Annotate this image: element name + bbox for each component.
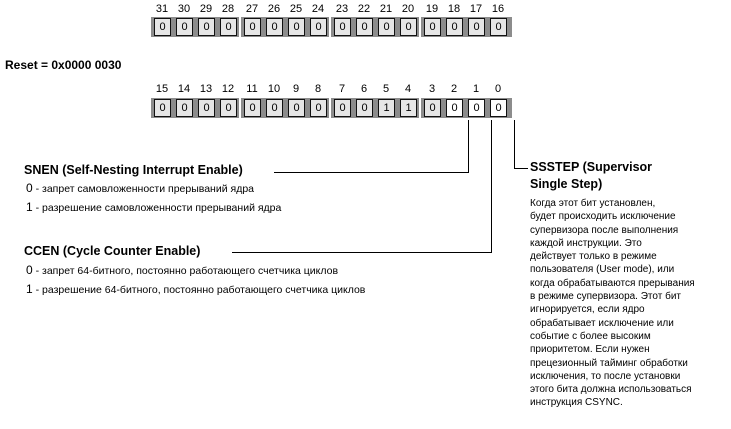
- high-bit-number: 28: [221, 3, 235, 15]
- high-bit-value: 0: [310, 18, 327, 36]
- low-bit-value: 0: [424, 99, 441, 117]
- low-bit-cell: [307, 98, 329, 118]
- ssstep-description-line: исключения, то после установки: [530, 370, 681, 382]
- ccen-title: CCEN (Cycle Counter Enable): [24, 244, 201, 258]
- register-low-bits: [0, 0, 731, 130]
- low-bit-cell: [195, 98, 217, 118]
- low-bit-value: 0: [468, 99, 485, 117]
- high-bit-value: 0: [154, 18, 171, 36]
- low-bit-value: 0: [198, 99, 215, 117]
- high-bit-number: 29: [199, 3, 213, 15]
- low-bit-value: 0: [288, 99, 305, 117]
- low-bit-value: 0: [244, 99, 261, 117]
- low-bit-cell: [151, 98, 173, 118]
- low-bit-value: 0: [266, 99, 283, 117]
- low-bit-number: 9: [292, 83, 300, 95]
- ccen-option-1: [26, 282, 365, 296]
- ssstep-leader-vertical: [514, 120, 515, 169]
- low-bit-value: 1: [400, 99, 417, 117]
- high-bit-number: 30: [177, 3, 191, 15]
- low-bit-number: 0: [494, 83, 502, 95]
- ccen-option-0-text: - запрет 64-битного, постоянно работающего счетчика циклов: [32, 265, 339, 277]
- snen-leader-vertical: [468, 120, 469, 173]
- low-bit-cell: [465, 98, 487, 118]
- low-bit-cell: [397, 98, 419, 118]
- ccen-leader-vertical: [491, 120, 492, 253]
- ssstep-description-line: игнорируется, если ядро: [530, 304, 645, 316]
- low-bit-value: 0: [220, 99, 237, 117]
- low-bit-number: 3: [428, 83, 436, 95]
- high-bit-value: 0: [198, 18, 215, 36]
- high-bit-value: 0: [468, 18, 485, 36]
- high-bit-number: 21: [379, 3, 393, 15]
- high-bit-number: 31: [155, 3, 169, 15]
- low-register-end: [509, 98, 512, 118]
- high-bit-value: 0: [334, 18, 351, 36]
- low-bit-cell: [241, 98, 263, 118]
- low-bit-number: 2: [450, 83, 458, 95]
- low-bit-value: 1: [378, 99, 395, 117]
- high-bit-number: 17: [469, 3, 483, 15]
- high-bit-value: 0: [424, 18, 441, 36]
- ccen-leader-horizontal: [232, 252, 492, 253]
- low-bit-cell: [263, 98, 285, 118]
- low-bit-cell: [173, 98, 195, 118]
- high-bit-number: 22: [357, 3, 371, 15]
- snen-option-1: [26, 200, 281, 214]
- high-bit-value: 0: [176, 18, 193, 36]
- ssstep-title-line-1: SSSTEP (Supervisor: [530, 160, 653, 174]
- high-bit-number: 18: [447, 3, 461, 15]
- low-bit-cell: [421, 98, 443, 118]
- low-bit-number: 5: [382, 83, 390, 95]
- high-bit-number: 27: [245, 3, 259, 15]
- high-bit-number: 25: [289, 3, 303, 15]
- low-bit-number: 6: [360, 83, 368, 95]
- ssstep-description-line: в режиме супервизора. Этот бит: [530, 291, 681, 303]
- high-bit-number: 19: [425, 3, 439, 15]
- low-bit-number: 7: [338, 83, 346, 95]
- reset-value-label: Reset = 0x0000 0030: [5, 58, 122, 72]
- low-bit-cell: [443, 98, 465, 118]
- low-bit-value: 0: [154, 99, 171, 117]
- low-bit-number: 1: [472, 83, 480, 95]
- low-bit-cell: [331, 98, 353, 118]
- snen-option-0-value: 0: [26, 181, 33, 195]
- low-bit-cell: [217, 98, 239, 118]
- low-bit-number: 4: [404, 83, 412, 95]
- ssstep-description-line: прецезионный тайминг обработки: [530, 357, 688, 369]
- high-bit-number: 26: [267, 3, 281, 15]
- high-bit-value: 0: [446, 18, 463, 36]
- low-bit-number: 15: [155, 83, 169, 95]
- high-bit-number: 16: [491, 3, 505, 15]
- high-bit-value: 0: [220, 18, 237, 36]
- high-bit-number: 23: [335, 3, 349, 15]
- snen-option-0-text: - запрет самовложенности прерываний ядра: [32, 183, 254, 195]
- ssstep-description: [530, 197, 730, 410]
- snen-option-0: [26, 181, 254, 195]
- low-bit-value: 0: [356, 99, 373, 117]
- snen-title: SNEN (Self-Nesting Interrupt Enable): [24, 163, 243, 177]
- low-bit-value: 0: [176, 99, 193, 117]
- ssstep-title-line-2: Single Step): [530, 177, 603, 191]
- ccen-option-0: [26, 263, 338, 277]
- ssstep-description-line: когда обрабатываются прерывания: [530, 277, 695, 289]
- ssstep-description-line: приоритетом. Если нужен: [530, 344, 650, 356]
- low-bit-value: 0: [446, 99, 463, 117]
- ccen-option-1-text: - разрешение 64-битного, постоянно работающего счетчика циклов: [32, 284, 366, 296]
- snen-option-1-value: 1: [26, 200, 33, 214]
- ssstep-description-line: событие с более высоким: [530, 330, 651, 342]
- ssstep-description-line: инструкция CSYNC.: [530, 397, 623, 409]
- low-bit-number: 14: [177, 83, 191, 95]
- ssstep-description-line: супервизора после выполнения: [530, 224, 679, 236]
- high-bit-value: 0: [378, 18, 395, 36]
- ssstep-description-line: каждой инструкции. Это: [530, 237, 642, 249]
- low-bit-cell: [487, 98, 509, 118]
- ssstep-description-line: этого бита должна использоваться: [530, 384, 692, 396]
- snen-option-1-text: - разрешение самовложенности прерываний ядра: [32, 202, 282, 214]
- ssstep-description-line: Когда этот бит установлен,: [530, 198, 656, 209]
- snen-leader-horizontal: [274, 172, 469, 173]
- ssstep-leader-horizontal: [514, 168, 528, 169]
- high-bit-value: 0: [244, 18, 261, 36]
- low-bit-cell: [285, 98, 307, 118]
- low-bit-cell: [375, 98, 397, 118]
- low-bit-value: 0: [490, 99, 507, 117]
- high-bit-value: 0: [356, 18, 373, 36]
- low-bit-cell: [353, 98, 375, 118]
- ssstep-description-line: будет происходить исключение: [530, 211, 676, 223]
- low-bit-number: 12: [221, 83, 235, 95]
- ssstep-description-line: обрабатывает исключение или: [530, 317, 674, 329]
- low-bit-number: 11: [246, 83, 258, 95]
- low-bit-number: 8: [314, 83, 322, 95]
- low-bit-number: 13: [199, 83, 213, 95]
- high-bit-number: 20: [401, 3, 415, 15]
- high-bit-value: 0: [288, 18, 305, 36]
- low-bit-value: 0: [310, 99, 327, 117]
- high-bit-value: 0: [490, 18, 507, 36]
- high-bit-value: 0: [266, 18, 283, 36]
- low-bit-number: 10: [267, 83, 281, 95]
- ssstep-description-line: пользователя (User mode), или: [530, 264, 675, 276]
- ccen-option-1-value: 1: [26, 282, 33, 296]
- ccen-option-0-value: 0: [26, 263, 33, 277]
- high-bit-number: 24: [311, 3, 325, 15]
- ssstep-description-line: действует только в режиме: [530, 251, 657, 263]
- low-bit-value: 0: [334, 99, 351, 117]
- high-bit-value: 0: [400, 18, 417, 36]
